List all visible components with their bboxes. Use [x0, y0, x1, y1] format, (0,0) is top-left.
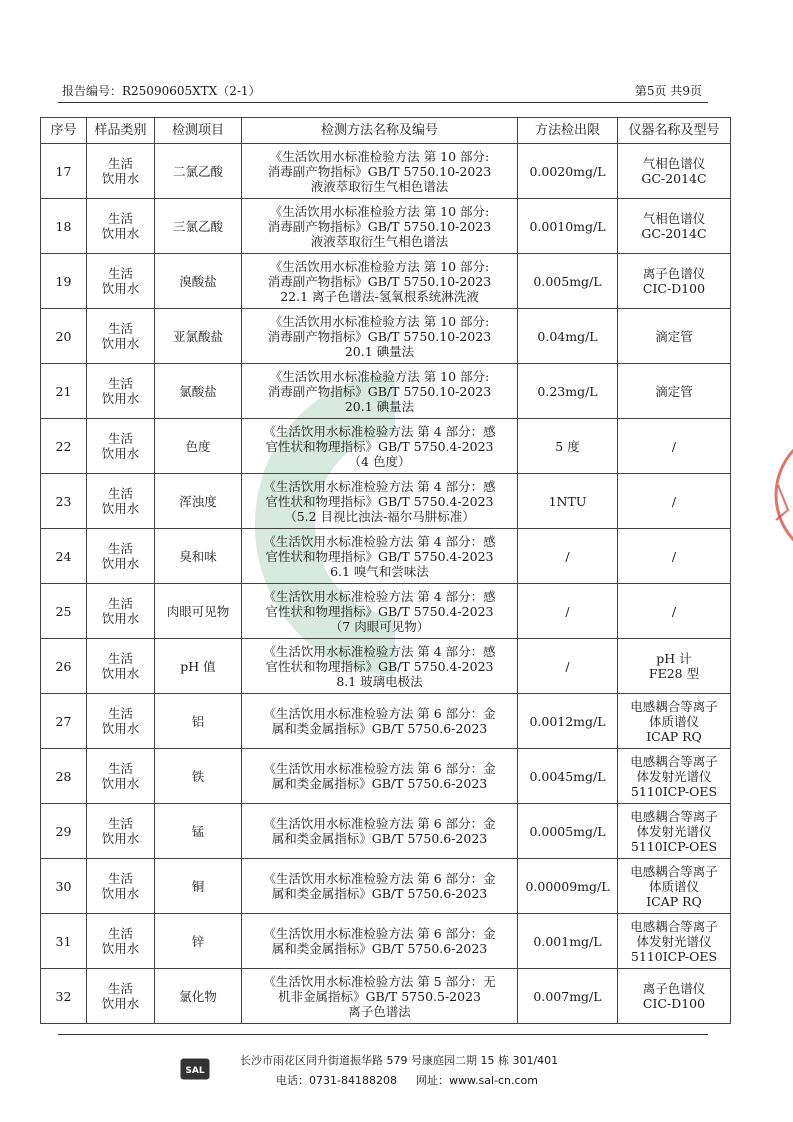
- cell-category: [87, 804, 155, 859]
- cell-line: /: [671, 548, 677, 564]
- cell-line: 6.1 嗅气和尝味法: [330, 563, 429, 579]
- cell-category: [87, 144, 155, 199]
- cell-method: [242, 694, 518, 749]
- category-line: 饮用水: [101, 996, 140, 1011]
- cell-limit: 0.001mg/L: [518, 914, 618, 969]
- cell-line: 《生活饮用水标准检验方法 第 10 部分:: [269, 148, 490, 164]
- methods-table: [40, 117, 731, 1024]
- cell-line: GC-2014C: [641, 226, 707, 241]
- cell-limit: 1NTU: [518, 474, 618, 529]
- cell-item: 浑浊度: [155, 474, 242, 529]
- cell-limit: /: [518, 529, 618, 584]
- cell-line: 《生活饮用水标准检验方法 第 4 部分：感: [263, 643, 496, 659]
- cell-line: 《生活饮用水标准检验方法 第 6 部分：金: [263, 816, 496, 831]
- category-line: 生活: [107, 596, 133, 611]
- cell-method: [242, 859, 518, 914]
- cell-line: 电感耦合等离子: [630, 863, 718, 879]
- cell-limit: 0.007mg/L: [518, 969, 618, 1024]
- cell-line: 《生活饮用水标准检验方法 第 10 部分:: [269, 258, 490, 274]
- cell-item: 臭和味: [155, 529, 242, 584]
- cell-instrument: [618, 694, 731, 749]
- cell-line: 属和类金属指标》GB/T 5750.6-2023: [271, 886, 488, 901]
- cell-category: [87, 639, 155, 694]
- cell-line: 5110ICP-OES: [630, 783, 718, 799]
- cell-line: 液液萃取衍生气相色谱法: [310, 178, 449, 194]
- table-row: [41, 364, 731, 419]
- logo-text: SAL: [185, 1066, 205, 1076]
- category-line: 生活: [107, 486, 133, 501]
- cell-line: 《生活饮用水标准检验方法 第 4 部分：感: [263, 533, 496, 549]
- cell-no: 21: [41, 364, 87, 419]
- cell-limit: 0.0010mg/L: [518, 199, 618, 254]
- cell-line: 消毒副产物指标》GB/T 5750.10-2023: [267, 218, 492, 234]
- cell-line: （5.2 目视比浊法-福尔马肼标准）: [284, 508, 475, 524]
- category-line: 生活: [107, 816, 133, 831]
- cell-line: 机非金属指标》GB/T 5750.5-2023: [278, 988, 481, 1004]
- cell-category: [87, 859, 155, 914]
- cell-item: 肉眼可见物: [155, 584, 242, 639]
- category-line: 饮用水: [101, 336, 140, 351]
- footer-website: 网址：www.sal-cn.com: [416, 1074, 538, 1087]
- cell-no: 30: [41, 859, 87, 914]
- col-header-method: 检测方法名称及编号: [242, 118, 518, 144]
- cell-no: 29: [41, 804, 87, 859]
- cell-item: 铝: [155, 694, 242, 749]
- cell-instrument: [618, 914, 731, 969]
- cell-no: 31: [41, 914, 87, 969]
- cell-no: 27: [41, 694, 87, 749]
- cell-line: 《生活饮用水标准检验方法 第 6 部分：金: [263, 926, 496, 941]
- category-line: 饮用水: [101, 226, 140, 241]
- cell-limit: 5 度: [518, 419, 618, 474]
- category-line: 生活: [107, 761, 133, 776]
- cell-no: 19: [41, 254, 87, 309]
- col-header-item: 检测项目: [155, 118, 242, 144]
- cell-line: 8.1 玻璃电极法: [336, 673, 423, 689]
- cell-item: 锰: [155, 804, 242, 859]
- cell-line: ICAP RQ: [646, 728, 702, 744]
- category-line: 饮用水: [101, 666, 140, 681]
- category-line: 生活: [107, 321, 133, 336]
- category-line: 饮用水: [101, 391, 140, 406]
- cell-category: [87, 914, 155, 969]
- col-header-limit: 方法检出限: [518, 118, 618, 144]
- cell-limit: 0.0020mg/L: [518, 144, 618, 199]
- cell-instrument: [618, 529, 731, 584]
- cell-method: [242, 254, 518, 309]
- cell-line: 消毒副产物指标》GB/T 5750.10-2023: [267, 383, 492, 399]
- cell-line: 液液萃取衍生气相色谱法: [310, 233, 449, 249]
- cell-method: [242, 144, 518, 199]
- table-row: [41, 914, 731, 969]
- cell-limit: 0.005mg/L: [518, 254, 618, 309]
- cell-line: 《生活饮用水标准检验方法 第 10 部分:: [269, 313, 490, 329]
- cell-line: 体发射光谱仪: [636, 768, 712, 784]
- category-line: 饮用水: [101, 171, 140, 186]
- cell-line: 属和类金属指标》GB/T 5750.6-2023: [271, 721, 488, 736]
- cell-line: 气相色谱仪: [642, 211, 706, 226]
- cell-limit: /: [518, 584, 618, 639]
- cell-line: 体发射光谱仪: [636, 823, 712, 839]
- red-seal-stamp: [772, 410, 793, 580]
- cell-line: 属和类金属指标》GB/T 5750.6-2023: [271, 776, 488, 791]
- cell-line: 《生活饮用水标准检验方法 第 6 部分：金: [263, 871, 496, 886]
- report-number: 报告编号：R25090605XTX（2-1）: [62, 84, 261, 98]
- cell-line: 20.1 碘量法: [344, 343, 415, 359]
- col-header-instrument: 仪器名称及型号: [618, 118, 731, 144]
- category-line: 生活: [107, 651, 133, 666]
- cell-item: 氯化物: [155, 969, 242, 1024]
- table-row: [41, 199, 731, 254]
- cell-line: 电感耦合等离子: [630, 918, 718, 934]
- cell-line: 《生活饮用水标准检验方法 第 10 部分:: [269, 203, 490, 219]
- table-row: [41, 309, 731, 364]
- header-divider: [58, 102, 708, 103]
- cell-limit: 0.0045mg/L: [518, 749, 618, 804]
- cell-category: [87, 474, 155, 529]
- cell-line: 官性状和物理指标》GB/T 5750.4-2023: [265, 548, 494, 564]
- cell-no: 17: [41, 144, 87, 199]
- cell-line: 离子色谱法: [348, 1003, 411, 1019]
- cell-line: 属和类金属指标》GB/T 5750.6-2023: [271, 831, 488, 846]
- cell-method: [242, 474, 518, 529]
- category-line: 饮用水: [101, 941, 140, 956]
- cell-line: 消毒副产物指标》GB/T 5750.10-2023: [267, 328, 492, 344]
- cell-item: 铁: [155, 749, 242, 804]
- category-line: 生活: [107, 926, 133, 941]
- category-line: 饮用水: [101, 501, 140, 516]
- cell-line: （7 肉眼可见物）: [329, 618, 430, 634]
- page-footer: [180, 1052, 680, 1092]
- cell-category: [87, 969, 155, 1024]
- cell-item: 色度: [155, 419, 242, 474]
- cell-line: 《生活饮用水标准检验方法 第 4 部分：感: [263, 588, 496, 604]
- cell-no: 32: [41, 969, 87, 1024]
- category-line: 生活: [107, 211, 133, 226]
- cell-instrument: [618, 804, 731, 859]
- cell-instrument: [618, 749, 731, 804]
- category-line: 生活: [107, 541, 133, 556]
- cell-line: 离子色谱仪: [642, 266, 706, 281]
- cell-line: 20.1 碘量法: [344, 398, 415, 414]
- cell-instrument: [618, 309, 731, 364]
- cell-line: （4 色度）: [348, 453, 411, 469]
- cell-no: 23: [41, 474, 87, 529]
- cell-limit: 0.0012mg/L: [518, 694, 618, 749]
- cell-item: 亚氯酸盐: [155, 309, 242, 364]
- table-row: [41, 804, 731, 859]
- cell-line: ICAP RQ: [646, 893, 702, 909]
- cell-limit: 0.0005mg/L: [518, 804, 618, 859]
- cell-category: [87, 364, 155, 419]
- cell-method: [242, 914, 518, 969]
- cell-line: 官性状和物理指标》GB/T 5750.4-2023: [265, 438, 494, 454]
- cell-no: 20: [41, 309, 87, 364]
- cell-category: [87, 584, 155, 639]
- cell-line: 《生活饮用水标准检验方法 第 6 部分：金: [263, 761, 496, 776]
- cell-line: GC-2014C: [641, 171, 707, 186]
- cell-line: 5110ICP-OES: [630, 838, 718, 854]
- table-row: [41, 529, 731, 584]
- cell-category: [87, 199, 155, 254]
- cell-no: 26: [41, 639, 87, 694]
- cell-line: 《生活饮用水标准检验方法 第 4 部分：感: [263, 478, 496, 494]
- cell-instrument: [618, 584, 731, 639]
- table-row: [41, 969, 731, 1024]
- cell-instrument: [618, 969, 731, 1024]
- cell-instrument: [618, 144, 731, 199]
- cell-instrument: [618, 364, 731, 419]
- table-row: [41, 694, 731, 749]
- category-line: 生活: [107, 706, 133, 721]
- category-line: 饮用水: [101, 611, 140, 626]
- cell-method: [242, 969, 518, 1024]
- col-header-category: 样品类别: [87, 118, 155, 144]
- table-row: [41, 474, 731, 529]
- cell-line: FE28 型: [648, 666, 700, 681]
- cell-line: 《生活饮用水标准检验方法 第 6 部分：金: [263, 706, 496, 721]
- table-row: [41, 419, 731, 474]
- cell-method: [242, 584, 518, 639]
- category-line: 饮用水: [101, 446, 140, 461]
- cell-line: 气相色谱仪: [642, 156, 706, 171]
- cell-line: CIC-D100: [642, 281, 706, 296]
- footer-divider: [58, 1034, 708, 1035]
- cell-instrument: [618, 199, 731, 254]
- cell-method: [242, 639, 518, 694]
- table-row: [41, 639, 731, 694]
- cell-category: [87, 419, 155, 474]
- cell-instrument: [618, 419, 731, 474]
- cell-line: 《生活饮用水标准检验方法 第 5 部分：无: [263, 973, 496, 989]
- cell-method: [242, 529, 518, 584]
- sal-logo-icon: [180, 1058, 210, 1080]
- page-info: 第5页 共9页: [634, 84, 702, 98]
- category-line: 生活: [107, 981, 133, 996]
- cell-line: /: [671, 603, 677, 619]
- cell-line: /: [671, 438, 677, 454]
- cell-instrument: [618, 639, 731, 694]
- category-line: 饮用水: [101, 721, 140, 736]
- cell-line: 《生活饮用水标准检验方法 第 10 部分:: [269, 368, 490, 384]
- category-line: 生活: [107, 266, 133, 281]
- category-line: 生活: [107, 156, 133, 171]
- cell-item: 二氯乙酸: [155, 144, 242, 199]
- cell-category: [87, 694, 155, 749]
- cell-item: 氯酸盐: [155, 364, 242, 419]
- table-row: [41, 254, 731, 309]
- cell-line: 电感耦合等离子: [630, 753, 718, 769]
- cell-line: 滴定管: [655, 328, 693, 344]
- table-row: [41, 584, 731, 639]
- cell-line: 官性状和物理指标》GB/T 5750.4-2023: [265, 603, 494, 619]
- cell-line: 官性状和物理指标》GB/T 5750.4-2023: [265, 493, 494, 509]
- cell-category: [87, 529, 155, 584]
- cell-no: 24: [41, 529, 87, 584]
- category-line: 生活: [107, 431, 133, 446]
- cell-limit: 0.04mg/L: [518, 309, 618, 364]
- cell-method: [242, 199, 518, 254]
- cell-line: 离子色谱仪: [642, 981, 706, 996]
- cell-method: [242, 364, 518, 419]
- cell-item: 溴酸盐: [155, 254, 242, 309]
- cell-line: 体发射光谱仪: [636, 933, 712, 949]
- report-header: [58, 80, 708, 100]
- cell-method: [242, 419, 518, 474]
- category-line: 饮用水: [101, 776, 140, 791]
- cell-item: pH 值: [155, 639, 242, 694]
- cell-line: 22.1 离子色谱法-氢氧根系统淋洗液: [280, 288, 479, 304]
- cell-instrument: [618, 859, 731, 914]
- cell-line: 消毒副产物指标》GB/T 5750.10-2023: [267, 163, 492, 179]
- cell-line: 《生活饮用水标准检验方法 第 4 部分：感: [263, 423, 496, 439]
- cell-line: 属和类金属指标》GB/T 5750.6-2023: [271, 941, 488, 956]
- cell-line: 电感耦合等离子: [630, 808, 718, 824]
- cell-line: 体质谱仪: [648, 878, 699, 894]
- cell-instrument: [618, 474, 731, 529]
- cell-no: 18: [41, 199, 87, 254]
- cell-method: [242, 749, 518, 804]
- cell-limit: /: [518, 639, 618, 694]
- cell-category: [87, 254, 155, 309]
- cell-item: 三氯乙酸: [155, 199, 242, 254]
- cell-line: CIC-D100: [642, 996, 706, 1011]
- category-line: 生活: [107, 376, 133, 391]
- cell-line: 5110ICP-OES: [630, 948, 718, 964]
- cell-line: /: [671, 493, 677, 509]
- cell-line: 滴定管: [655, 383, 693, 399]
- category-line: 饮用水: [101, 886, 140, 901]
- cell-line: 官性状和物理指标》GB/T 5750.4-2023: [265, 658, 494, 674]
- table-header-row: [41, 118, 731, 144]
- category-line: 饮用水: [101, 556, 140, 571]
- footer-phone: 电话：0731-84188208: [276, 1074, 397, 1087]
- cell-line: pH 计: [656, 651, 692, 666]
- cell-category: [87, 749, 155, 804]
- cell-line: 体质谱仪: [648, 713, 699, 729]
- cell-no: 28: [41, 749, 87, 804]
- cell-no: 22: [41, 419, 87, 474]
- cell-item: 铜: [155, 859, 242, 914]
- table-row: [41, 749, 731, 804]
- category-line: 饮用水: [101, 281, 140, 296]
- table-row: [41, 144, 731, 199]
- category-line: 生活: [107, 871, 133, 886]
- cell-item: 锌: [155, 914, 242, 969]
- cell-no: 25: [41, 584, 87, 639]
- cell-method: [242, 309, 518, 364]
- cell-limit: 0.00009mg/L: [518, 859, 618, 914]
- category-line: 饮用水: [101, 831, 140, 846]
- table-row: [41, 859, 731, 914]
- table-body: [41, 144, 731, 1024]
- cell-line: 电感耦合等离子: [630, 698, 718, 714]
- col-header-no: 序号: [41, 118, 87, 144]
- cell-limit: 0.23mg/L: [518, 364, 618, 419]
- cell-category: [87, 309, 155, 364]
- cell-line: 消毒副产物指标》GB/T 5750.10-2023: [267, 273, 492, 289]
- footer-address: 长沙市雨花区同升街道振华路 579 号康庭园二期 15 栋 301/401: [240, 1054, 559, 1067]
- cell-method: [242, 804, 518, 859]
- cell-instrument: [618, 254, 731, 309]
